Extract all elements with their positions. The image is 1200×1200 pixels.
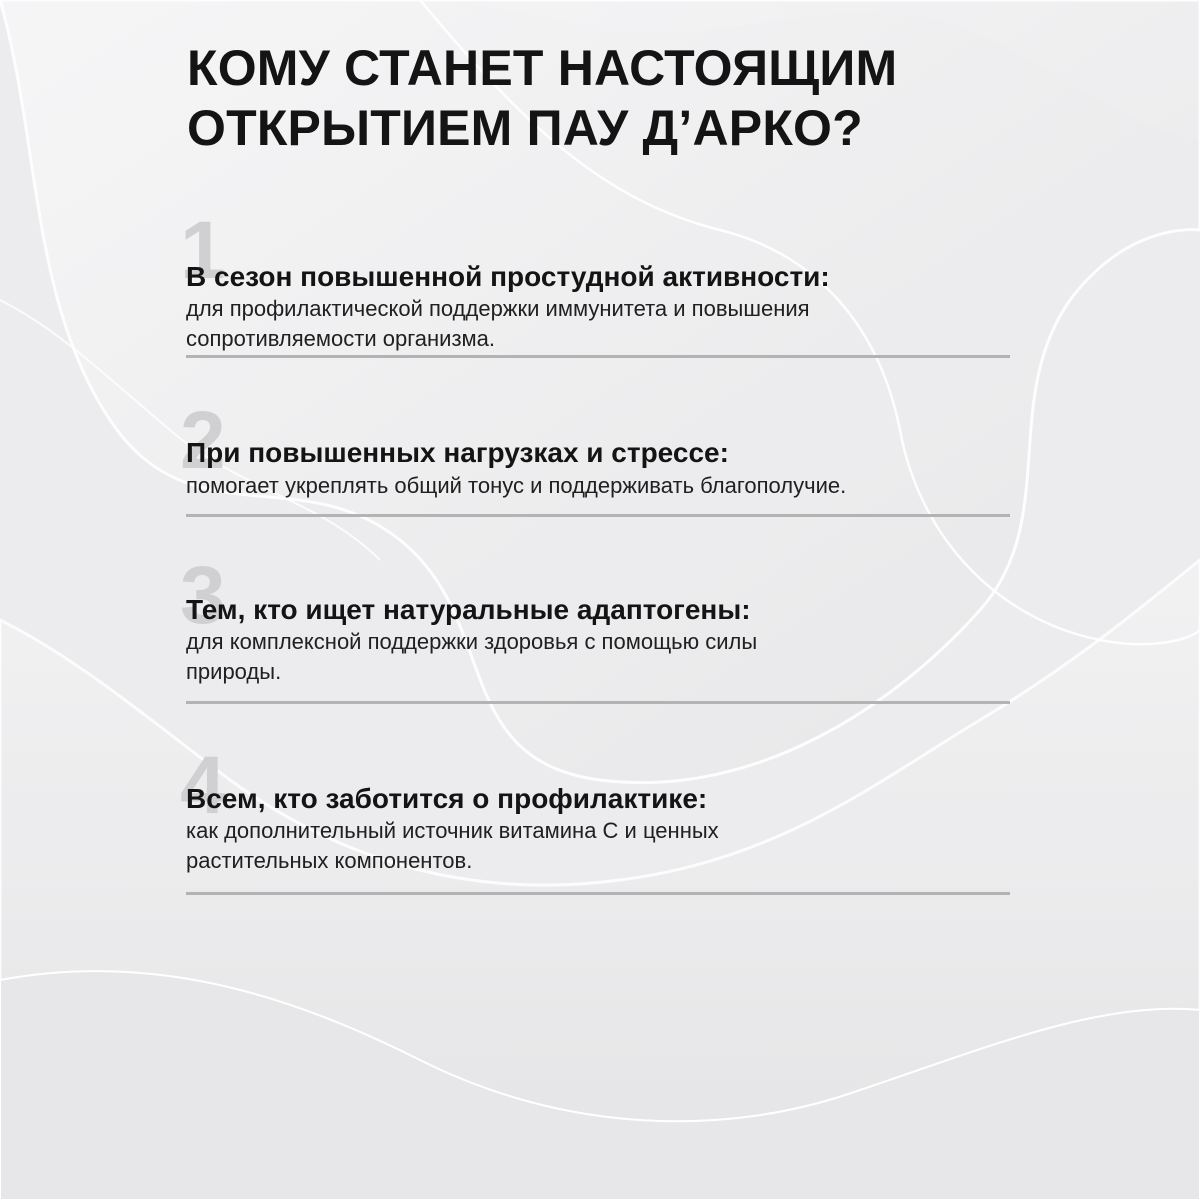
item-text-1 (186, 294, 810, 354)
item-text-line: природы. (186, 659, 282, 684)
item-text-2 (186, 471, 846, 501)
item-number-4: 4 (180, 740, 226, 831)
title-line-2: ОТКРЫТИЕМ ПАУ Д’АРКО? (187, 100, 863, 156)
page-title (187, 38, 1147, 158)
title-line-1: КОМУ СТАНЕТ НАСТОЯЩИМ (187, 40, 898, 96)
item-heading-4: Всем, кто заботится о профилактике: (186, 783, 708, 814)
item-text-line: помогает укреплять общий тонус и поддерживать благополучие. (186, 473, 847, 498)
item-text-4 (186, 816, 719, 876)
item-number-3: 3 (180, 550, 226, 641)
item-text-line: для комплексной поддержки здоровья с помощью силы (186, 629, 758, 654)
item-number-1: 1 (180, 205, 226, 296)
item-text-line: как дополнительный источник витамина С и ценных (186, 818, 719, 843)
item-heading-1: В сезон повышенной простудной активности: (186, 261, 830, 292)
item-number-2: 2 (180, 395, 226, 486)
item-divider-2 (186, 514, 1010, 517)
item-text-line: сопротивляемости организма. (186, 326, 495, 351)
item-text-line: для профилактической поддержки иммунитета и повышения (186, 296, 810, 321)
item-heading-3: Тем, кто ищет натуральные адаптогены: (186, 594, 751, 625)
item-heading-2: При повышенных нагрузках и стрессе: (186, 437, 729, 468)
item-text-line: растительных компонентов. (186, 848, 473, 873)
item-divider-1 (186, 355, 1010, 358)
item-divider-4 (186, 892, 1010, 895)
item-text-3 (186, 627, 757, 687)
item-divider-3 (186, 701, 1010, 704)
